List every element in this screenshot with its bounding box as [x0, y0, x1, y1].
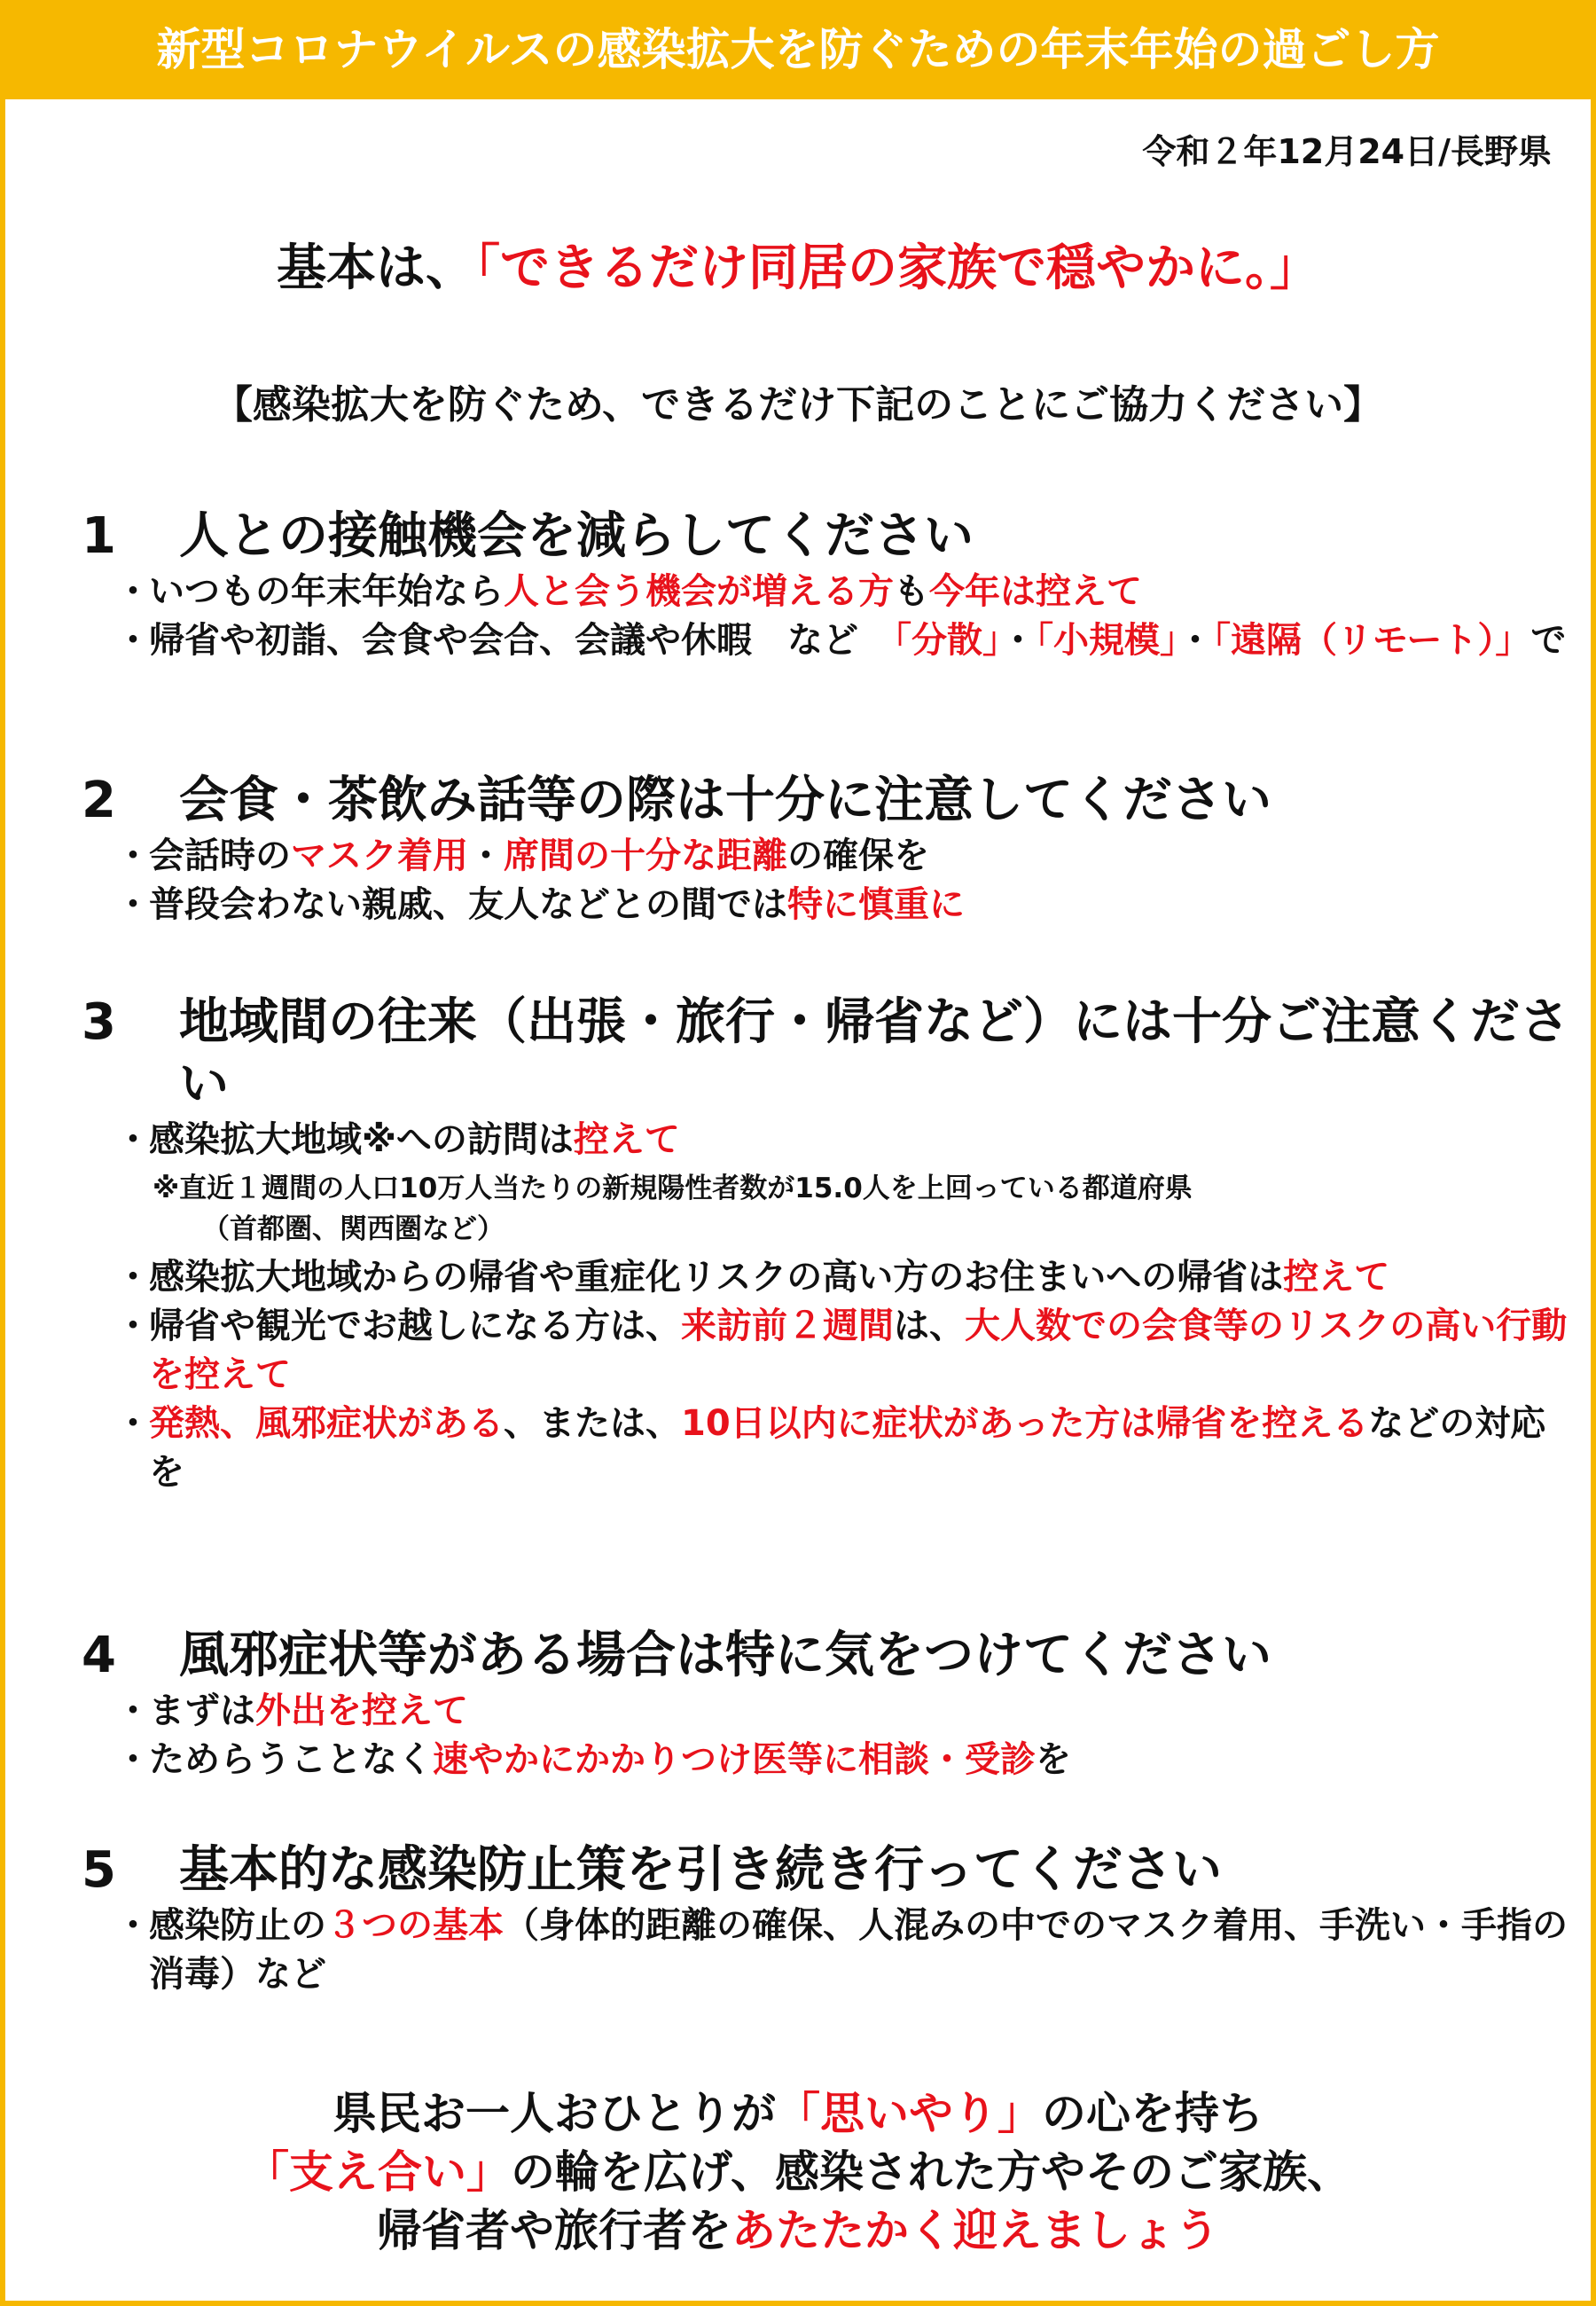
bullet: ・: [115, 835, 151, 876]
closing-line: [0, 2143, 1596, 2201]
item-emphasis: 控えて: [573, 1119, 680, 1160]
section-number: 2: [82, 772, 116, 829]
section-title: 会食・茶飲み話等の際は十分に注意してください: [179, 772, 1271, 829]
closing-line: [0, 2201, 1596, 2260]
item-text: 感染拡大地域※への訪問は: [149, 1119, 574, 1160]
issue-date: 令和２年12月24日/長野県: [1142, 132, 1552, 171]
item-emphasis: 「遠隔（リモート）」: [1213, 620, 1531, 661]
item-emphasis: 人と会う機会が増える方: [504, 571, 894, 612]
section-heading: [82, 770, 1571, 832]
section-heading: [82, 1625, 1571, 1687]
item-text: （身体的距離の確保、人混みの中でのマスク着用、手洗い・手指の消毒）など: [149, 1905, 1568, 1995]
bullet: ・: [115, 1739, 151, 1780]
item-text: 帰省や初詣、会食や会合、会議や休暇 など: [149, 620, 894, 661]
item-text: も: [894, 571, 929, 612]
section-number: 4: [82, 1627, 116, 1684]
item-text: ・: [1000, 620, 1036, 661]
closing-text: 帰省者や旅行者を: [377, 2205, 732, 2256]
section-2: [82, 770, 1571, 929]
item-emphasis: 控えて: [1283, 1257, 1390, 1298]
footnote-line: ※直近１週間の人口10万人当たりの新規陽性者数が15.0人を上回っている都道府県: [153, 1173, 1193, 1204]
section-heading: [82, 506, 1571, 568]
section-4: [82, 1625, 1571, 1784]
item-emphasis: 特に慎重に: [787, 884, 965, 925]
item-text: 感染拡大地域からの帰省や重症化リスクの高い方のお住まいへの帰省は: [149, 1257, 1284, 1298]
item-text: で: [1530, 620, 1567, 661]
closing-emphasis: 「思いやり」: [776, 2088, 1042, 2139]
list-item: [115, 1253, 1571, 1302]
list-item: [115, 1116, 1571, 1165]
closing-text: の輪を広げ、感染された方やそのご家族、: [511, 2146, 1351, 2198]
item-text: まずは: [149, 1690, 255, 1731]
item-text: 帰省や観光でお越しになる方は、: [149, 1306, 681, 1346]
item-text: いつもの年末年始なら: [149, 571, 504, 612]
request-heading: 【感染拡大を防ぐため、できるだけ下記のことにご協力ください】: [213, 382, 1383, 427]
section-title: 人との接触機会を減らしてください: [179, 507, 974, 565]
bullet: ・: [115, 1306, 151, 1346]
section-5: [82, 1839, 1571, 1999]
closing-text: の心を持ち: [1042, 2088, 1264, 2139]
item-text: ・: [1177, 620, 1213, 661]
section-title: 地域間の往来（出張・旅行・帰省など）には十分ご注意ください: [179, 993, 1569, 1113]
item-emphasis: 今年は控えて: [929, 571, 1142, 612]
bullet: ・: [115, 1690, 151, 1731]
closing-message: [0, 2084, 1596, 2260]
list-item: [115, 1302, 1571, 1400]
item-text: 会話時の: [149, 835, 291, 876]
page-title: 新型コロナウイルスの感染拡大を防ぐための年末年始の過ごし方: [0, 0, 1596, 99]
closing-line: [0, 2084, 1596, 2143]
item-text: ためらうことなく: [149, 1739, 433, 1780]
item-emphasis: 来訪前２週間: [681, 1306, 894, 1346]
basic-principle: [0, 229, 1596, 300]
item-emphasis: 外出を控えて: [255, 1690, 468, 1731]
closing-emphasis: 「支え合い」: [245, 2146, 511, 2198]
list-item: [115, 881, 1571, 929]
bullet: ・: [115, 571, 151, 612]
item-emphasis: 発熱、風邪症状がある: [149, 1403, 504, 1444]
section-title: 風邪症状等がある場合は特に気をつけてください: [179, 1627, 1271, 1684]
item-text: などの対応を: [149, 1403, 1546, 1493]
bullet: ・: [115, 1257, 151, 1298]
list-item: [115, 616, 1571, 665]
item-text: ・: [468, 835, 504, 876]
section-number: 3: [82, 993, 116, 1051]
item-emphasis: 「分散」: [894, 620, 1000, 661]
section-number: 1: [82, 507, 116, 565]
section-title: 基本的な感染防止策を引き続き行ってください: [179, 1841, 1222, 1899]
item-text: を: [1036, 1739, 1071, 1780]
footnote: [153, 1168, 1571, 1250]
section-number: 5: [82, 1841, 116, 1899]
item-emphasis: 大人数での会食等のリスクの高い行動を控えて: [149, 1306, 1568, 1395]
list-item: [115, 1902, 1571, 1999]
bullet: ・: [115, 620, 151, 661]
item-emphasis: 席間の十分な距離: [504, 835, 787, 876]
closing-emphasis: あたたかく迎えましょう: [732, 2205, 1219, 2256]
basic-emphasis: 「できるだけ同居の家族で穏やかに。」: [475, 239, 1319, 297]
basic-prefix: 基本は、: [277, 239, 475, 297]
footnote-line: （首都圏、関西圏など）: [202, 1213, 505, 1245]
bullet: ・: [115, 1119, 151, 1160]
bullet: ・: [115, 1905, 151, 1946]
item-emphasis: 「小規模」: [1036, 620, 1177, 661]
bullet: ・: [115, 1403, 151, 1444]
item-emphasis: 10日以内に症状があった方は帰省を控える: [681, 1403, 1369, 1444]
section-heading: [82, 992, 1571, 1116]
list-item: [115, 1400, 1571, 1497]
item-emphasis: マスク着用: [291, 835, 468, 876]
item-text: 感染防止の: [149, 1905, 326, 1946]
item-text: は、: [894, 1306, 965, 1346]
item-emphasis: ３つの基本: [326, 1905, 504, 1946]
item-text: の確保を: [787, 835, 929, 876]
item-emphasis: 速やかにかかりつけ医等に相談・受診: [433, 1739, 1036, 1780]
list-item: [115, 1687, 1571, 1736]
section-heading: [82, 1839, 1571, 1902]
bullet: ・: [115, 884, 151, 925]
item-text: 普段会わない親戚、友人などとの間では: [149, 884, 787, 925]
list-item: [115, 832, 1571, 881]
item-text: 、または、: [504, 1403, 681, 1444]
list-item: [115, 1736, 1571, 1784]
section-1: [82, 506, 1571, 665]
closing-text: 県民お一人おひとりが: [332, 2088, 776, 2139]
section-3: [82, 992, 1571, 1497]
list-item: [115, 568, 1571, 616]
